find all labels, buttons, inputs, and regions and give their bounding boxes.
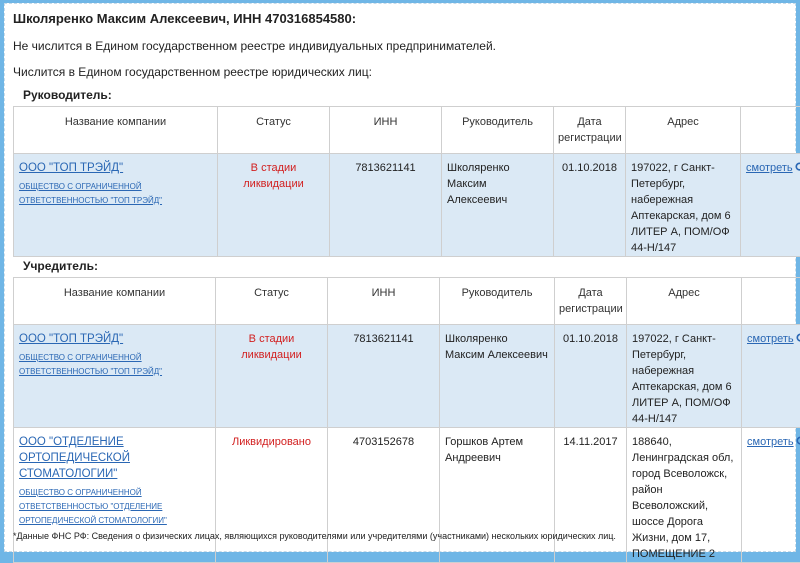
column-header-address: Адрес: [627, 278, 742, 325]
company-cell: [14, 325, 216, 428]
manager-cell: Школяренко Максим Алексеевич: [440, 325, 555, 428]
column-header-name: Название компании: [14, 278, 216, 325]
inn-cell: 7813621141: [328, 325, 440, 428]
footnote: *Данные ФНС РФ: Сведения о физических лицах, являющихся руководителями или учредителями (участниками) нескольких юридических лиц.: [13, 531, 616, 541]
address-cell: 197022, г Санкт-Петербург, набережная Аптекарская, дом 6 ЛИТЕР А, ПОМ/ОФ 44-Н/147: [626, 154, 741, 257]
section-title-founder: Учредитель:: [23, 259, 98, 273]
search-icon: [796, 333, 800, 344]
view-link-label: смотреть: [746, 162, 793, 174]
manager-cell: Горшков Артем Андреевич: [440, 428, 555, 563]
column-header-address: Адрес: [626, 107, 741, 154]
column-header-inn: ИНН: [328, 278, 440, 325]
column-header-status: Статус: [216, 278, 328, 325]
section-title-manager: Руководитель:: [23, 88, 112, 102]
column-header-manager: Руководитель: [442, 107, 554, 154]
view-link[interactable]: [747, 436, 800, 448]
company-name-link[interactable]: ООО "ТОП ТРЭЙД": [19, 160, 212, 176]
manager-cell: Школяренко Максим Алексеевич: [442, 154, 554, 257]
company-full-name-link[interactable]: ОБЩЕСТВО С ОГРАНИЧЕННОЙ ОТВЕТСТВЕННОСТЬЮ "ТОП ТРЭЙД": [19, 180, 212, 208]
ip-status-text: Не числится в Едином государственном реестре индивидуальных предпринимателей.: [13, 39, 496, 53]
status-cell: Ликвидировано: [216, 428, 328, 563]
date-cell: 01.10.2018: [555, 325, 627, 428]
table-header-row: [14, 107, 800, 154]
column-header-status: Статус: [218, 107, 330, 154]
view-link-label: смотреть: [747, 436, 794, 448]
search-icon: [795, 162, 800, 173]
search-icon: [796, 436, 800, 447]
action-cell: [742, 325, 800, 428]
column-header-inn: ИНН: [330, 107, 442, 154]
company-name-link[interactable]: ООО "ТОП ТРЭЙД": [19, 331, 210, 347]
page-frame: [4, 3, 796, 552]
column-header-actions: [742, 278, 800, 325]
column-header-manager: Руководитель: [440, 278, 555, 325]
company-name-link[interactable]: ООО "ОТДЕЛЕНИЕ ОРТОПЕДИЧЕСКОЙ СТОМАТОЛОГИИ": [19, 434, 210, 482]
inn-cell: 4703152678: [328, 428, 440, 563]
column-header-name: Название компании: [14, 107, 218, 154]
action-cell: [742, 428, 800, 563]
company-full-name-link[interactable]: ОБЩЕСТВО С ОГРАНИЧЕННОЙ ОТВЕТСТВЕННОСТЬЮ "ОТДЕЛЕНИЕ ОРТОПЕДИЧЕСКОЙ СТОМАТОЛОГИИ": [19, 486, 210, 528]
manager-companies-table: [13, 106, 800, 257]
status-cell: В стадии ликвидации: [218, 154, 330, 257]
address-cell: 197022, г Санкт-Петербург, набережная Аптекарская, дом 6 ЛИТЕР А, ПОМ/ОФ 44-Н/147: [627, 325, 742, 428]
table-row: [14, 154, 800, 257]
table-row: [14, 428, 800, 563]
founder-companies-table: [13, 277, 800, 563]
company-cell: [14, 428, 216, 563]
inn-cell: 7813621141: [330, 154, 442, 257]
date-cell: 14.11.2017: [555, 428, 627, 563]
action-cell: [741, 154, 800, 257]
table-row: [14, 325, 800, 428]
company-full-name-link[interactable]: ОБЩЕСТВО С ОГРАНИЧЕННОЙ ОТВЕТСТВЕННОСТЬЮ "ТОП ТРЭЙД": [19, 351, 210, 379]
company-cell: [14, 154, 218, 257]
page-title: Школяренко Максим Алексеевич, ИНН 470316854580:: [13, 11, 356, 26]
column-header-date: Дата регистрации: [555, 278, 627, 325]
column-header-date: Дата регистрации: [554, 107, 626, 154]
view-link[interactable]: [747, 333, 800, 345]
table-header-row: [14, 278, 800, 325]
column-header-actions: [741, 107, 800, 154]
date-cell: 01.10.2018: [554, 154, 626, 257]
view-link-label: смотреть: [747, 333, 794, 345]
ul-status-text: Числится в Едином государственном реестре юридических лиц:: [13, 65, 372, 79]
status-cell: В стадии ликвидации: [216, 325, 328, 428]
view-link[interactable]: [746, 162, 800, 174]
address-cell: 188640, Ленинградская обл, город Всеволожск, район Всеволожский, шоссе Дорога Жизни, дом 17, ПОМЕЩЕНИЕ 2: [627, 428, 742, 563]
